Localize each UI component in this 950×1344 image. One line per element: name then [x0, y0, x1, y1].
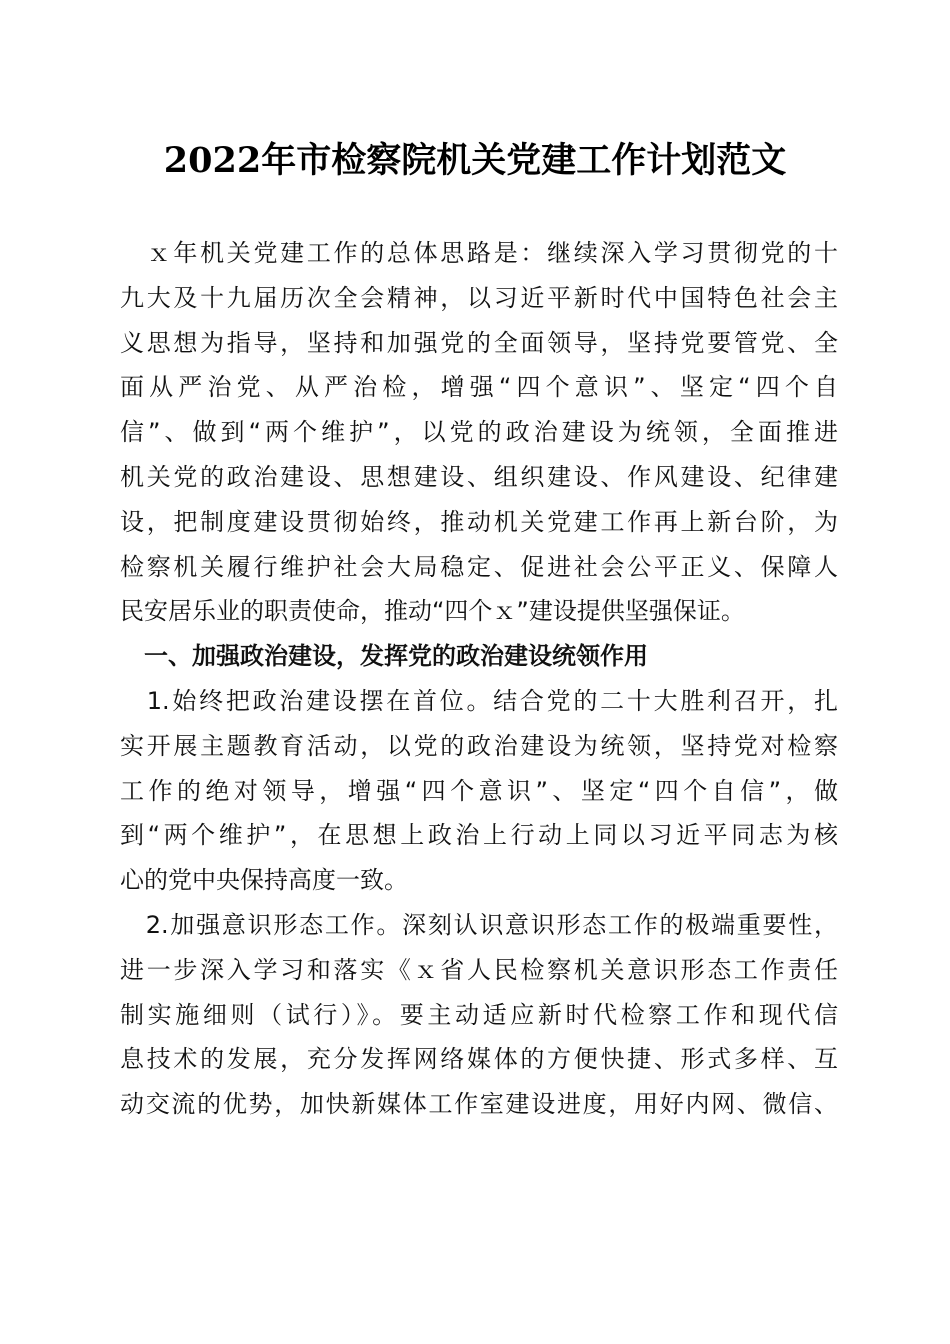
paragraph-line: 1.始终把政治建设摆在首位。结合党的二十大胜利召开，扎	[120, 686, 838, 715]
paragraph-line: 机关党的政治建设、思想建设、组织建设、作风建设、纪律建	[120, 462, 838, 491]
intro-paragraph	[120, 231, 838, 634]
paragraph-line: 面从严治党、从严治检，增强“四个意识”、坚定“四个自	[120, 373, 838, 402]
paragraph-line: 民安居乐业的职责使命，推动“四个ｘ”建设提供坚强保证。	[120, 597, 745, 626]
paragraph-line: 设，把制度建设贯彻始终，推动机关党建工作再上新台阶，为	[120, 507, 838, 536]
section-heading	[120, 634, 838, 679]
document-body	[120, 231, 838, 1127]
section-heading-text: 一、加强政治建设，发挥党的政治建设统领作用	[120, 642, 648, 671]
paragraph-line: 信”、做到“两个维护”，以党的政治建设为统领，全面推进	[120, 418, 838, 447]
paragraph-line: 检察机关履行维护社会大局稳定、促进社会公平正义、保障人	[120, 552, 838, 581]
paragraph-line: 2.加强意识形态工作。深刻认识意识形态工作的极端重要性，	[120, 910, 838, 939]
paragraph-line: ｘ年机关党建工作的总体思路是：继续深入学习贯彻党的十	[120, 239, 838, 267]
paragraph-line: 动交流的优势，加快新媒体工作室建设进度，用好内网、微信、	[120, 1090, 838, 1119]
paragraph-line: 制实施细则（试行）》。要主动适应新时代检察工作和现代信	[120, 1000, 838, 1029]
item-1-paragraph	[120, 679, 838, 903]
paragraph-line: 进一步深入学习和落实《ｘ省人民检察机关意识形态工作责任	[120, 955, 838, 984]
paragraph-line: 息技术的发展，充分发挥网络媒体的方便快捷、形式多样、互	[120, 1045, 838, 1074]
paragraph-line: 到“两个维护”，在思想上政治上行动上同以习近平同志为核	[120, 821, 838, 850]
document-title: 2022年市检察院机关党建工作计划范文	[163, 140, 787, 181]
paragraph-line: 心的党中央保持高度一致。	[120, 866, 408, 895]
paragraph-line: 工作的绝对领导，增强“四个意识”、坚定“四个自信”，做	[120, 776, 838, 805]
paragraph-line: 实开展主题教育活动，以党的政治建设为统领，坚持党对检察	[120, 731, 838, 760]
paragraph-line: 九大及十九届历次全会精神，以习近平新时代中国特色社会主	[120, 283, 838, 312]
paragraph-line: 义思想为指导，坚持和加强党的全面领导，坚持党要管党、全	[120, 328, 838, 357]
item-2-paragraph	[120, 903, 838, 1127]
